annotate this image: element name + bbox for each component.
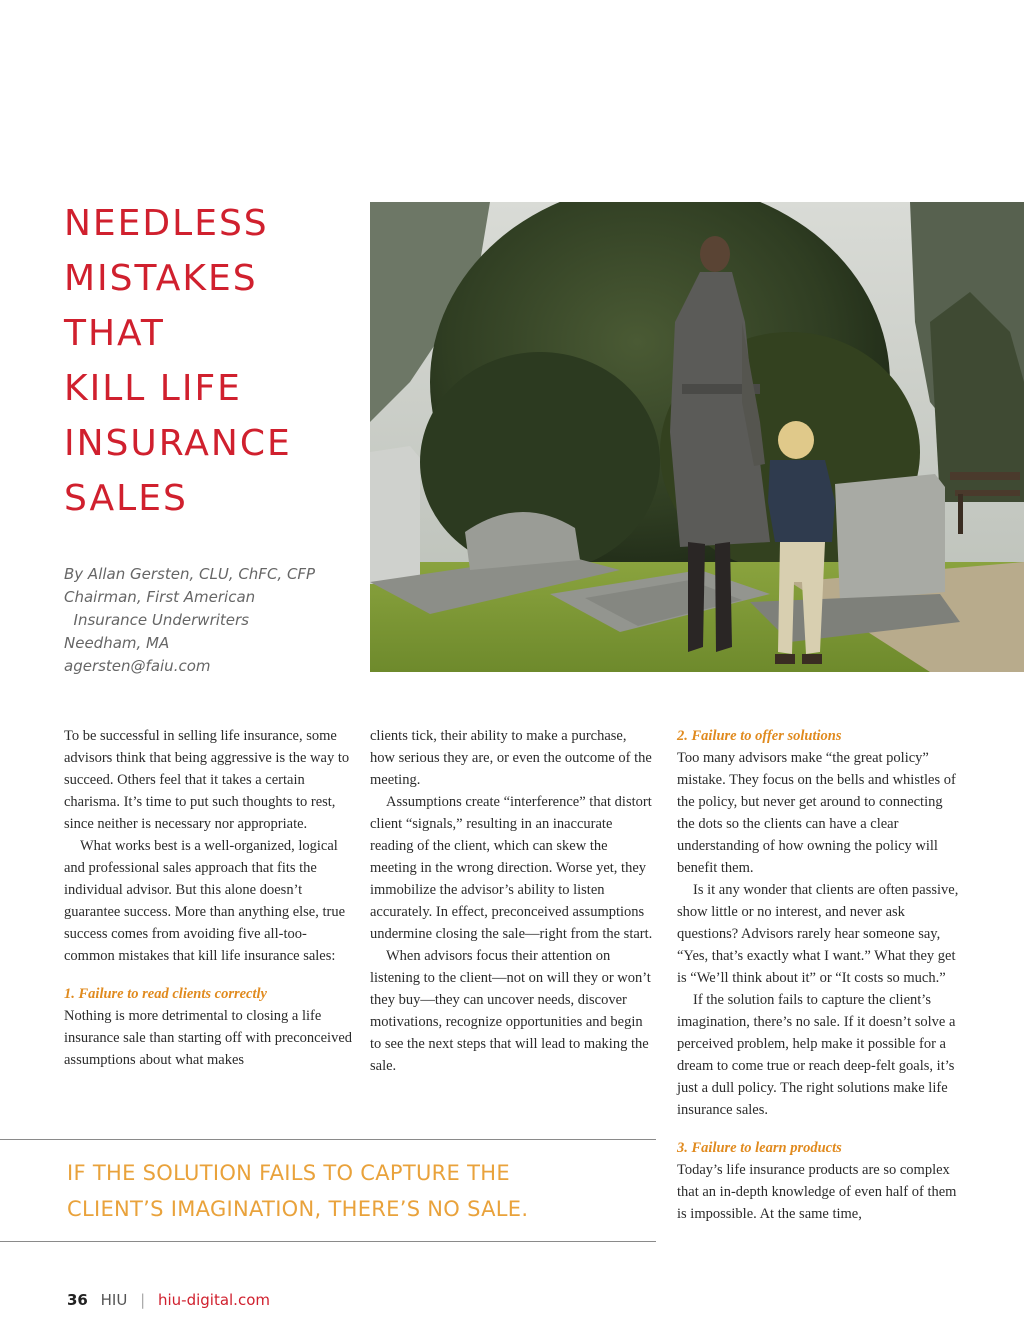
pullquote-line: CLIENT’S IMAGINATION, THERE’S NO SALE. <box>67 1197 529 1221</box>
section-heading-1: 1. Failure to read clients correctly <box>64 986 267 1002</box>
body-column-3 <box>677 725 962 1225</box>
article-title <box>64 196 292 526</box>
section-heading-3: 3. Failure to learn products <box>677 1140 842 1156</box>
page-number: 36 <box>67 1291 88 1309</box>
body-paragraph: If the solution fails to capture the client’s imagination, there’s no sale. If it doesn’t solve a perceived problem, help make it possible for a dream to come true or reach deep-felt goals, it’s just a dull policy. The right solutions make life insurance sales. <box>677 992 956 1118</box>
title-line: THAT <box>64 313 165 354</box>
body-paragraph: Nothing is more detrimental to closing a life insurance sale than starting off with preconceived assumptions about what makes <box>64 1008 353 1068</box>
pullquote-line: IF THE SOLUTION FAILS TO CAPTURE THE <box>67 1161 510 1185</box>
title-line: KILL LIFE <box>64 368 242 409</box>
website-link[interactable]: hiu-digital.com <box>157 1291 270 1309</box>
byline-company: Insurance Underwriters <box>64 611 249 629</box>
body-paragraph: Today’s life insurance products are so complex that an in-depth knowledge of even half of them is impossible. At the same time, <box>677 1162 957 1222</box>
title-line: SALES <box>64 478 188 519</box>
byline-location: Needham, MA <box>64 634 170 652</box>
page-footer <box>67 1289 270 1311</box>
pullquote-rule-bottom <box>0 1241 656 1242</box>
title-line: INSURANCE <box>64 423 292 464</box>
body-column-2 <box>370 725 655 1077</box>
pullquote-rule-top <box>0 1139 656 1140</box>
title-line: MISTAKES <box>64 258 258 299</box>
title-line: NEEDLESS <box>64 203 269 244</box>
byline-position: Chairman, First American <box>64 588 256 606</box>
byline-author: By Allan Gersten, CLU, ChFC, CFP <box>64 565 316 583</box>
body-paragraph: What works best is a well-organized, logical and professional sales approach that fits the individual advisor. But this alone doesn’t guarantee success. More than anything else, true success comes from avoiding five all-too-common mistakes that kill life insurance sales: <box>64 838 346 964</box>
body-paragraph: Too many advisors make “the great policy” mistake. They focus on the bells and whistles of the policy, but never get around to connecting the dots so the clients can have a clear understanding of how owning the policy will benefit them. <box>677 750 956 876</box>
body-paragraph: clients tick, their ability to make a purchase, how serious they are, or even the outcome of the meeting. <box>370 728 652 788</box>
section-heading-2: 2. Failure to offer solutions <box>677 728 842 744</box>
byline-email: agersten@faiu.com <box>64 657 211 675</box>
pull-quote <box>67 1155 528 1227</box>
body-paragraph: Assumptions create “interference” that distort client “signals,” resulting in an inaccurate reading of the client, which can skew the meeting in the wrong direction. Worse yet, they immobilize the advisor’s ability to listen accurately. In effect, preconceived assumptions undermine closing the sale—right from the start. <box>370 794 653 942</box>
footer-separator: | <box>140 1291 146 1309</box>
body-column-1 <box>64 725 354 1071</box>
body-paragraph: When advisors focus their attention on listening to the client—not on will they or won’t they buy—they can uncover needs, discover motivations, recognize opportunities and begin to see the next steps that will lead to making the sale. <box>370 948 651 1074</box>
author-byline <box>64 563 315 678</box>
body-paragraph: To be successful in selling life insurance, some advisors think that being aggressive is the way to succeed. Others feel that it takes a certain charisma. It’s time to put such thoughts to rest, since neither is necessary nor appropriate. <box>64 728 350 832</box>
cemetery-photo <box>370 202 1024 672</box>
body-paragraph: Is it any wonder that clients are often passive, show little or no interest, and never ask questions? Advisors rarely hear someone say, “Yes, that’s exactly what I want.” What they get is “We’ll think about it” or “It costs so much.” <box>677 882 959 986</box>
magazine-name: HIU <box>100 1291 128 1309</box>
